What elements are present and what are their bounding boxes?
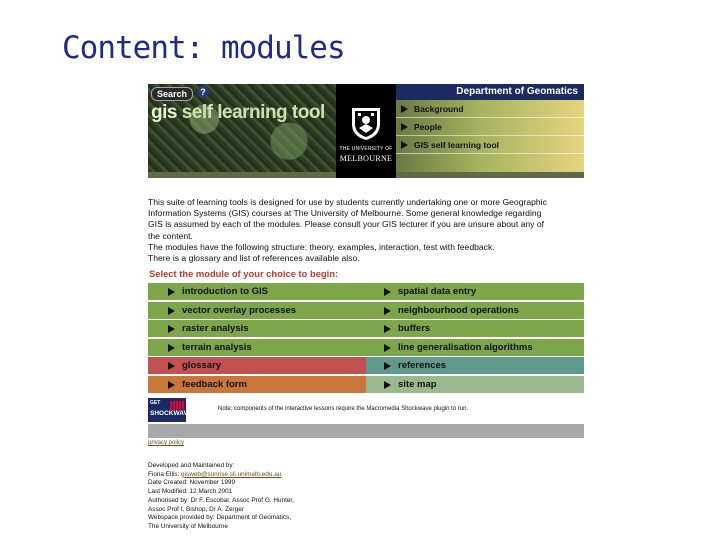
footer-contact-name: Fiona Ellis:: [148, 470, 182, 478]
shockwave-note: Note: components of the interactive lessons require the Macromedia Shockwave plugin to run.: [218, 406, 469, 412]
description-line: This suite of learning tools is designed for use by students currently undertaking one or more Geographic: [148, 197, 547, 207]
module-neighbourhood-operations[interactable]: [366, 302, 584, 320]
footer-webspace-cont: The University of Melbourne: [148, 522, 228, 530]
module-grid: [148, 283, 584, 395]
module-label: buffers: [398, 323, 431, 335]
footer-authorised: Authorised by: Dr F. Escobar, Assoc Prof G. Hunter,: [148, 496, 294, 504]
module-line-generalisation[interactable]: [366, 339, 584, 357]
module-spatial-data-entry[interactable]: [366, 283, 584, 301]
university-line2: MELBOURNE: [339, 154, 393, 163]
footer-authorised-cont: Assoc Prof I. Bishop, Dr A. Zerger: [148, 505, 244, 513]
tool-title-text: self learning tool: [176, 102, 325, 123]
footer-webspace: Webspace provided by: Department of Geomatics,: [148, 514, 292, 522]
search-button[interactable]: Search: [151, 87, 193, 101]
nav-gis-tool[interactable]: [396, 136, 584, 154]
tool-title: [151, 102, 325, 124]
footer-contact: [148, 471, 294, 480]
arrow-right-icon: [384, 344, 391, 352]
nav-people-label: People: [414, 122, 442, 132]
get-shockwave-button[interactable]: [148, 398, 193, 422]
nav-gis-tool-label: GIS self learning tool: [414, 140, 500, 150]
module-buffers[interactable]: [366, 320, 584, 338]
shockwave-bars-icon: [170, 401, 184, 410]
module-label: site map: [398, 379, 437, 390]
nav-background[interactable]: [396, 100, 584, 118]
module-vector-overlay[interactable]: [148, 302, 366, 320]
crest-icon: [350, 106, 382, 142]
description-line: The modules have the following structure: theory, examples, interaction, test with feedback.: [148, 241, 495, 252]
department-link[interactable]: Department of Geomatics: [396, 84, 584, 100]
footer-developed: Developed and Maintained by:: [148, 462, 235, 469]
module-site-map[interactable]: [366, 376, 584, 394]
module-label: references: [398, 360, 447, 372]
module-label: spatial data entry: [398, 286, 477, 297]
arrow-right-icon: [384, 307, 391, 315]
module-terrain-analysis[interactable]: [148, 339, 366, 357]
select-prompt: Select the module of your choice to begin:: [149, 268, 339, 279]
module-label: feedback form: [182, 379, 247, 390]
site-banner: [148, 84, 584, 178]
arrow-right-icon: [168, 362, 175, 370]
university-logo[interactable]: [336, 84, 396, 178]
arrow-right-icon: [168, 288, 175, 296]
privacy-policy-link[interactable]: privacy policy: [148, 440, 185, 446]
module-raster-analysis[interactable]: [148, 320, 366, 338]
shockwave-row: [148, 398, 584, 424]
shockwave-word: SHOCKWAVE: [150, 410, 193, 417]
description-line: GIS is assumed by each of the modules. Please consult your GIS lecturer if you are unsure about any of: [148, 219, 545, 230]
description: [148, 197, 584, 264]
module-label: glossary: [182, 360, 222, 372]
footer-email-link[interactable]: gisweb@sunrise.sli.unimelb.edu.au: [181, 470, 282, 478]
arrow-right-icon: [401, 123, 408, 131]
arrow-right-icon: [168, 307, 175, 315]
nav-background-label: Background: [414, 104, 464, 114]
description-line: Information Systems (GIS) courses at The University of Melbourne. Some general knowledge regarding: [148, 208, 542, 219]
module-feedback-form[interactable]: [148, 376, 366, 394]
arrow-right-icon: [384, 288, 391, 296]
arrow-right-icon: [401, 105, 408, 113]
module-label: line generalisation algorithms: [398, 341, 533, 353]
gis-word: gis: [151, 102, 177, 123]
banner-texture: [148, 84, 336, 172]
shockwave-get-label: GET: [150, 400, 161, 406]
webpage-screenshot: [148, 84, 584, 536]
arrow-right-icon: [384, 325, 391, 333]
university-line1: THE UNIVERSITY OF: [339, 146, 393, 152]
banner-nav: [396, 100, 584, 172]
arrow-right-icon: [384, 381, 391, 389]
description-line: the content.: [148, 230, 193, 241]
description-line: There is a glossary and list of references available also.: [148, 253, 360, 264]
arrow-right-icon: [401, 141, 408, 149]
divider-bar: [148, 424, 584, 438]
module-glossary[interactable]: [148, 357, 366, 375]
slide-title: Content: modules: [62, 30, 345, 66]
module-references[interactable]: [366, 357, 584, 375]
footer-credits: [148, 462, 294, 532]
arrow-right-icon: [168, 381, 175, 389]
module-label: introduction to GIS: [182, 286, 269, 297]
module-label: terrain analysis: [182, 341, 252, 353]
module-label: raster analysis: [182, 323, 249, 335]
arrow-right-icon: [168, 325, 175, 333]
footer-modified: Last Modified: 12 March 2001: [148, 488, 233, 496]
nav-people[interactable]: [396, 118, 584, 136]
help-icon[interactable]: ?: [197, 86, 209, 98]
footer-created: Date Created: November 1999: [148, 479, 236, 487]
arrow-right-icon: [168, 344, 175, 352]
module-label: neighbourhood operations: [398, 304, 519, 316]
arrow-right-icon: [384, 362, 391, 370]
module-label: vector overlay processes: [182, 304, 297, 316]
module-introduction-to-gis[interactable]: [148, 283, 366, 301]
